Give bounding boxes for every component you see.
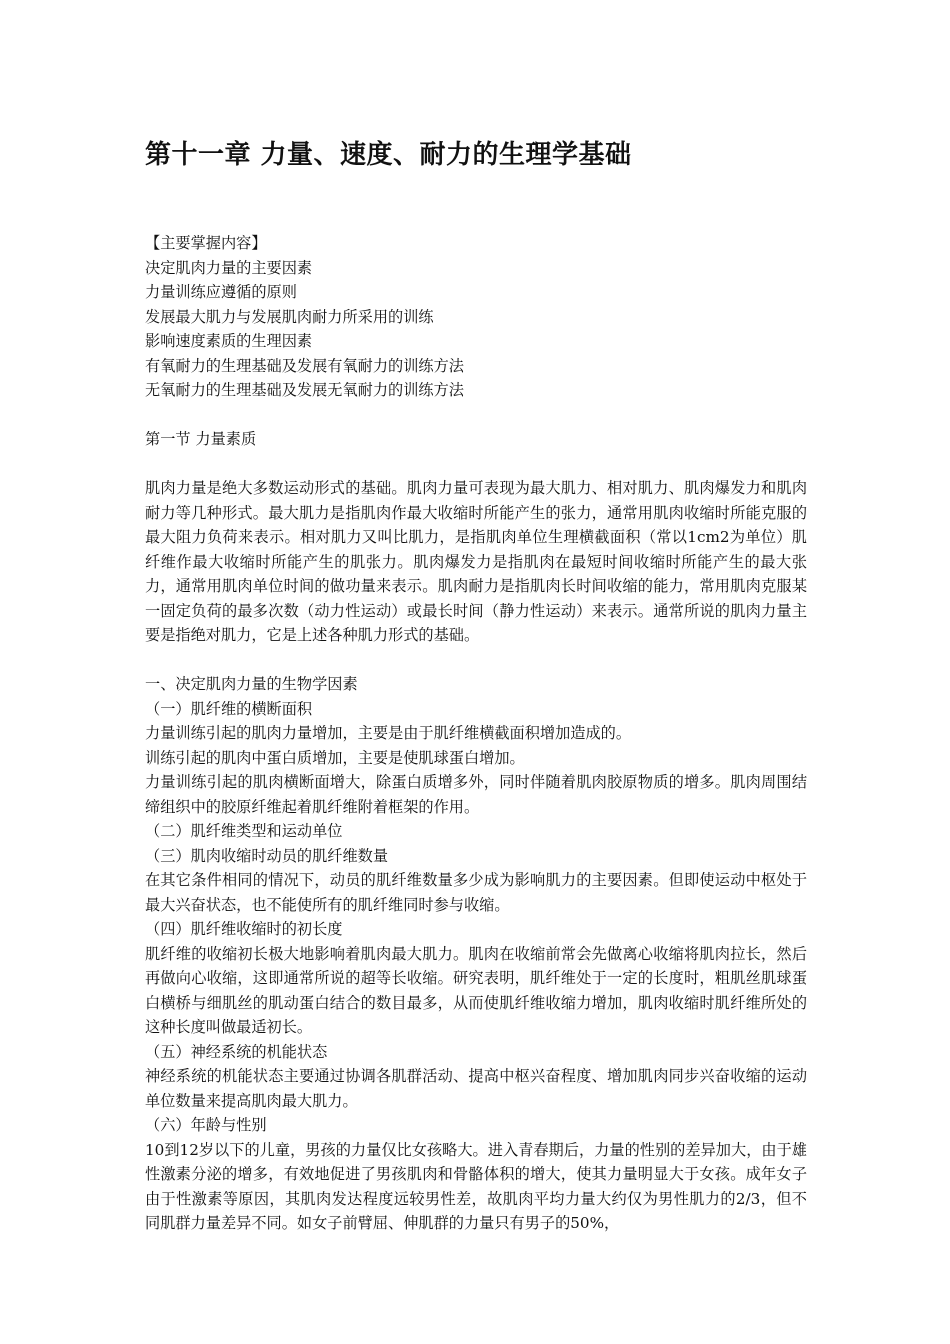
document-body bbox=[145, 231, 807, 1236]
paragraph: 力量训练引起的肌肉横断面增大，除蛋白质增多外，同时伴随着肌肉胶原物质的增多。肌肉周围结缔组织中的胶原纤维起着肌纤维附着框架的作用。 bbox=[145, 773, 807, 816]
objective-item: 力量训练应遵循的原则 bbox=[145, 283, 297, 301]
item-heading: （一）肌纤维的横断面积 bbox=[145, 699, 313, 718]
item-heading: （五）神经系统的机能状态 bbox=[145, 1042, 328, 1061]
objectives-header: 【主要掌握内容】 bbox=[145, 234, 267, 252]
objective-item: 决定肌肉力量的主要因素 bbox=[145, 258, 313, 277]
item-heading: （四）肌纤维收缩时的初长度 bbox=[145, 920, 343, 938]
chapter-title: 第十一章 力量、速度、耐力的生理学基础 bbox=[145, 140, 632, 170]
section-heading: 第一节 力量素质 bbox=[145, 430, 257, 448]
objective-item: 无氧耐力的生理基础及发展无氧耐力的训练方法 bbox=[145, 381, 464, 399]
objective-item: 有氧耐力的生理基础及发展有氧耐力的训练方法 bbox=[145, 356, 464, 375]
paragraph: 力量训练引起的肌肉力量增加，主要是由于肌纤维横截面积增加造成的。 bbox=[145, 724, 631, 742]
objective-item: 影响速度素质的生理因素 bbox=[145, 332, 313, 350]
intro-paragraph: 肌肉力量是绝大多数运动形式的基础。肌肉力量可表现为最大肌力、相对肌力、肌肉爆发力和肌肉耐力等几种形式。最大肌力是指肌肉作最大收缩时所能产生的张力，通常用肌肉收缩时所能克服的最大阻力负荷来表示。相对肌力又叫比肌力，是指肌肉单位生理横截面积（常以1cm2为单位）肌纤维作最大收缩时所能产生的肌张力。肌肉爆发力是指肌肉在最短时间收缩时所能产生的最大张力，通常用肌肉单位时间的做功量来表示。肌肉耐力是指肌肉长时间收缩的能力，常用肌肉克服某一固定负荷的最多次数（动力性运动）或最长时间（静力性运动）来表示。通常所说的肌肉力量主要是指绝对肌力，它是上述各种肌力形式的基础。 bbox=[145, 479, 807, 644]
paragraph: 在其它条件相同的情况下，动员的肌纤维数量多少成为影响肌力的主要因素。但即使运动中枢处于最大兴奋状态，也不能使所有的肌纤维同时参与收缩。 bbox=[145, 871, 807, 914]
paragraph: 训练引起的肌肉中蛋白质增加，主要是使肌球蛋白增加。 bbox=[145, 748, 525, 767]
paragraph: 神经系统的机能状态主要通过协调各肌群活动、提高中枢兴奋程度、增加肌肉同步兴奋收缩的运动单位数量来提高肌肉最大肌力。 bbox=[145, 1067, 807, 1110]
objective-item: 发展最大肌力与发展肌肉耐力所采用的训练 bbox=[145, 307, 434, 326]
subsection-heading: 一、决定肌肉力量的生物学因素 bbox=[145, 675, 358, 693]
item-heading: （六）年龄与性别 bbox=[145, 1116, 267, 1134]
item-heading: （三）肌肉收缩时动员的肌纤维数量 bbox=[145, 846, 388, 865]
item-heading: （二）肌纤维类型和运动单位 bbox=[145, 822, 343, 840]
paragraph: 肌纤维的收缩初长极大地影响着肌肉最大肌力。肌肉在收缩前常会先做离心收缩将肌肉拉长，然后再做向心收缩，这即通常所说的超等长收缩。研究表明，肌纤维处于一定的长度时，粗肌丝肌球蛋白横桥与细肌丝的肌动蛋白结合的数目最多，从而使肌纤维收缩力增加，肌肉收缩时肌纤维所处的这种长度叫做最适初长。 bbox=[145, 944, 807, 1036]
paragraph: 10到12岁以下的儿童，男孩的力量仅比女孩略大。进入青春期后，力量的性别的差异加大，由于雄性激素分泌的增多，有效地促进了男孩肌肉和骨骼体积的增大，使其力量明显大于女孩。成年女子由于性激素等原因，其肌肉发达程度远较男性差，故肌肉平均力量大约仅为男性肌力的2/3，但不同肌群力量差异不同。如女子前臂屈、伸肌群的力量只有男子的50%， bbox=[145, 1140, 807, 1232]
